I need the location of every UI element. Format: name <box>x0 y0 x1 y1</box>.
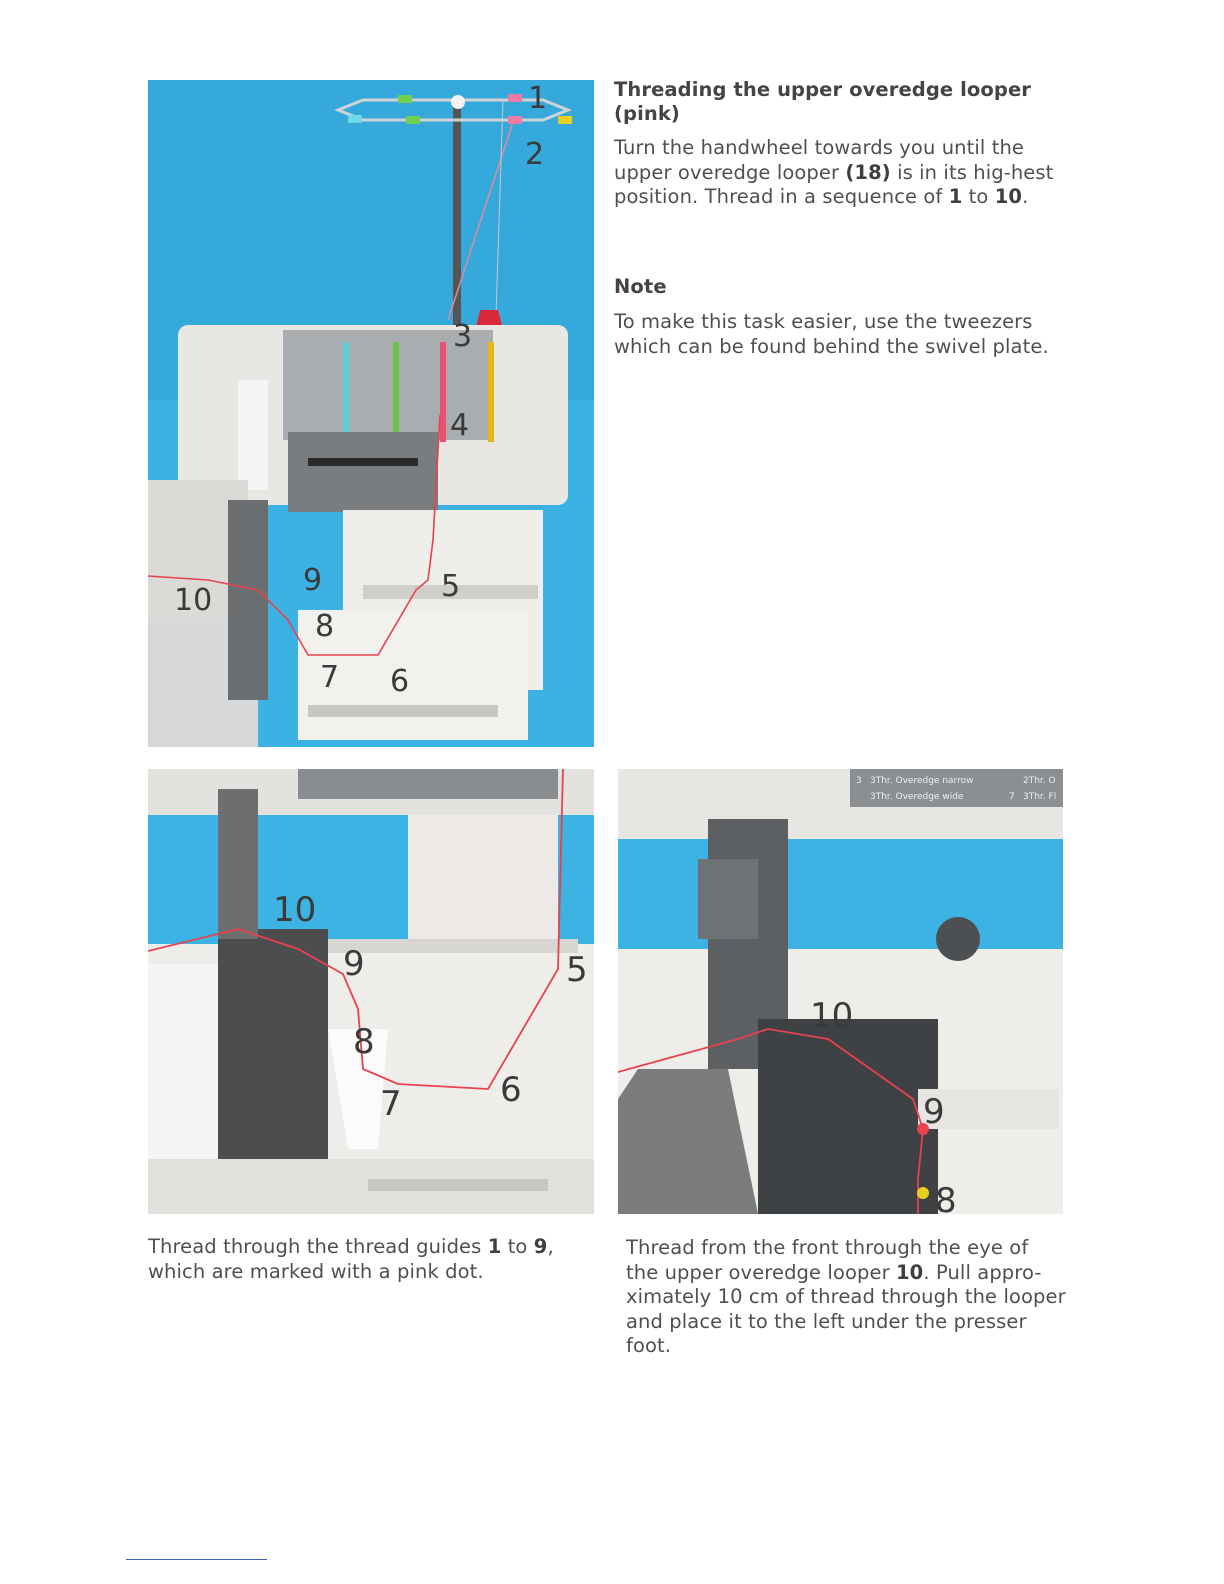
panel-text-3thr-fl: 3Thr. Fl <box>1023 792 1057 802</box>
section-heading: Threading the upper overedge looper (pink) <box>614 78 1031 125</box>
label-8: 8 <box>353 1022 375 1062</box>
caption-looper-eye <box>626 1236 1066 1359</box>
text-run: (18) <box>845 160 891 184</box>
text-run: . Pull appro-ximately 10 cm of thread through the looper and place it to the left under the presser foot. <box>626 1260 1066 1357</box>
text-run: to <box>501 1235 534 1258</box>
figure-main-threading-overview <box>148 80 594 747</box>
label-9: 9 <box>303 563 323 598</box>
note-heading: Note <box>614 275 667 298</box>
text-run: Turn the handwheel towards you until the upper overedge looper <box>614 136 1025 184</box>
label-4: 4 <box>450 408 470 443</box>
footer-rule <box>126 1559 267 1560</box>
label-10: 10 <box>174 583 213 618</box>
figure-left-illustration <box>148 769 594 1214</box>
figure-right-illustration <box>618 769 1063 1214</box>
label-9: 9 <box>923 1092 945 1132</box>
label-7: 7 <box>380 1084 402 1124</box>
label-8: 8 <box>315 609 335 644</box>
figure-looper-eye-closeup <box>618 769 1063 1214</box>
panel-text-overedge-narrow: 3Thr. Overedge narrow <box>870 776 974 786</box>
text-run: 10 <box>896 1260 924 1284</box>
text-run: Thread through the thread guides <box>148 1235 488 1258</box>
text-run: 10 <box>994 185 1023 208</box>
label-6: 6 <box>390 664 410 699</box>
label-9: 9 <box>343 944 365 984</box>
text-run: 1 <box>487 1235 502 1258</box>
figure-main-illustration <box>148 80 594 747</box>
text-run: 1 <box>948 185 963 208</box>
panel-text-2thr: 2Thr. O <box>1023 776 1056 786</box>
label-5: 5 <box>566 950 588 990</box>
text-run: Thread from the front through the eye of the upper overedge looper <box>626 1236 1029 1284</box>
label-1: 1 <box>528 81 548 116</box>
label-6: 6 <box>500 1070 522 1110</box>
label-3: 3 <box>453 319 473 354</box>
section-body <box>614 136 1064 210</box>
caption-thread-guides <box>148 1235 594 1284</box>
panel-text-7: 7 <box>1009 792 1015 802</box>
text-run: 9 <box>533 1235 548 1258</box>
label-10: 10 <box>810 996 854 1036</box>
panel-text-overedge-wide: 3Thr. Overedge wide <box>870 792 964 802</box>
label-2: 2 <box>525 137 545 172</box>
text-run: . <box>1022 185 1029 208</box>
figure-thread-guides-closeup <box>148 769 594 1214</box>
text-run: is in its hig-hest position. Thread in a sequence of <box>614 160 1054 208</box>
text-run: , which are marked with a pink dot. <box>148 1235 554 1283</box>
label-5: 5 <box>441 569 461 604</box>
text-run: to <box>962 185 995 208</box>
label-7: 7 <box>320 660 340 695</box>
label-10: 10 <box>273 890 317 930</box>
panel-text-3: 3 <box>856 776 862 786</box>
note-text: To make this task easier, use the tweezers which can be found behind the swivel plate. <box>614 310 1049 358</box>
selection-panel <box>288 432 438 512</box>
label-8: 8 <box>935 1181 957 1214</box>
